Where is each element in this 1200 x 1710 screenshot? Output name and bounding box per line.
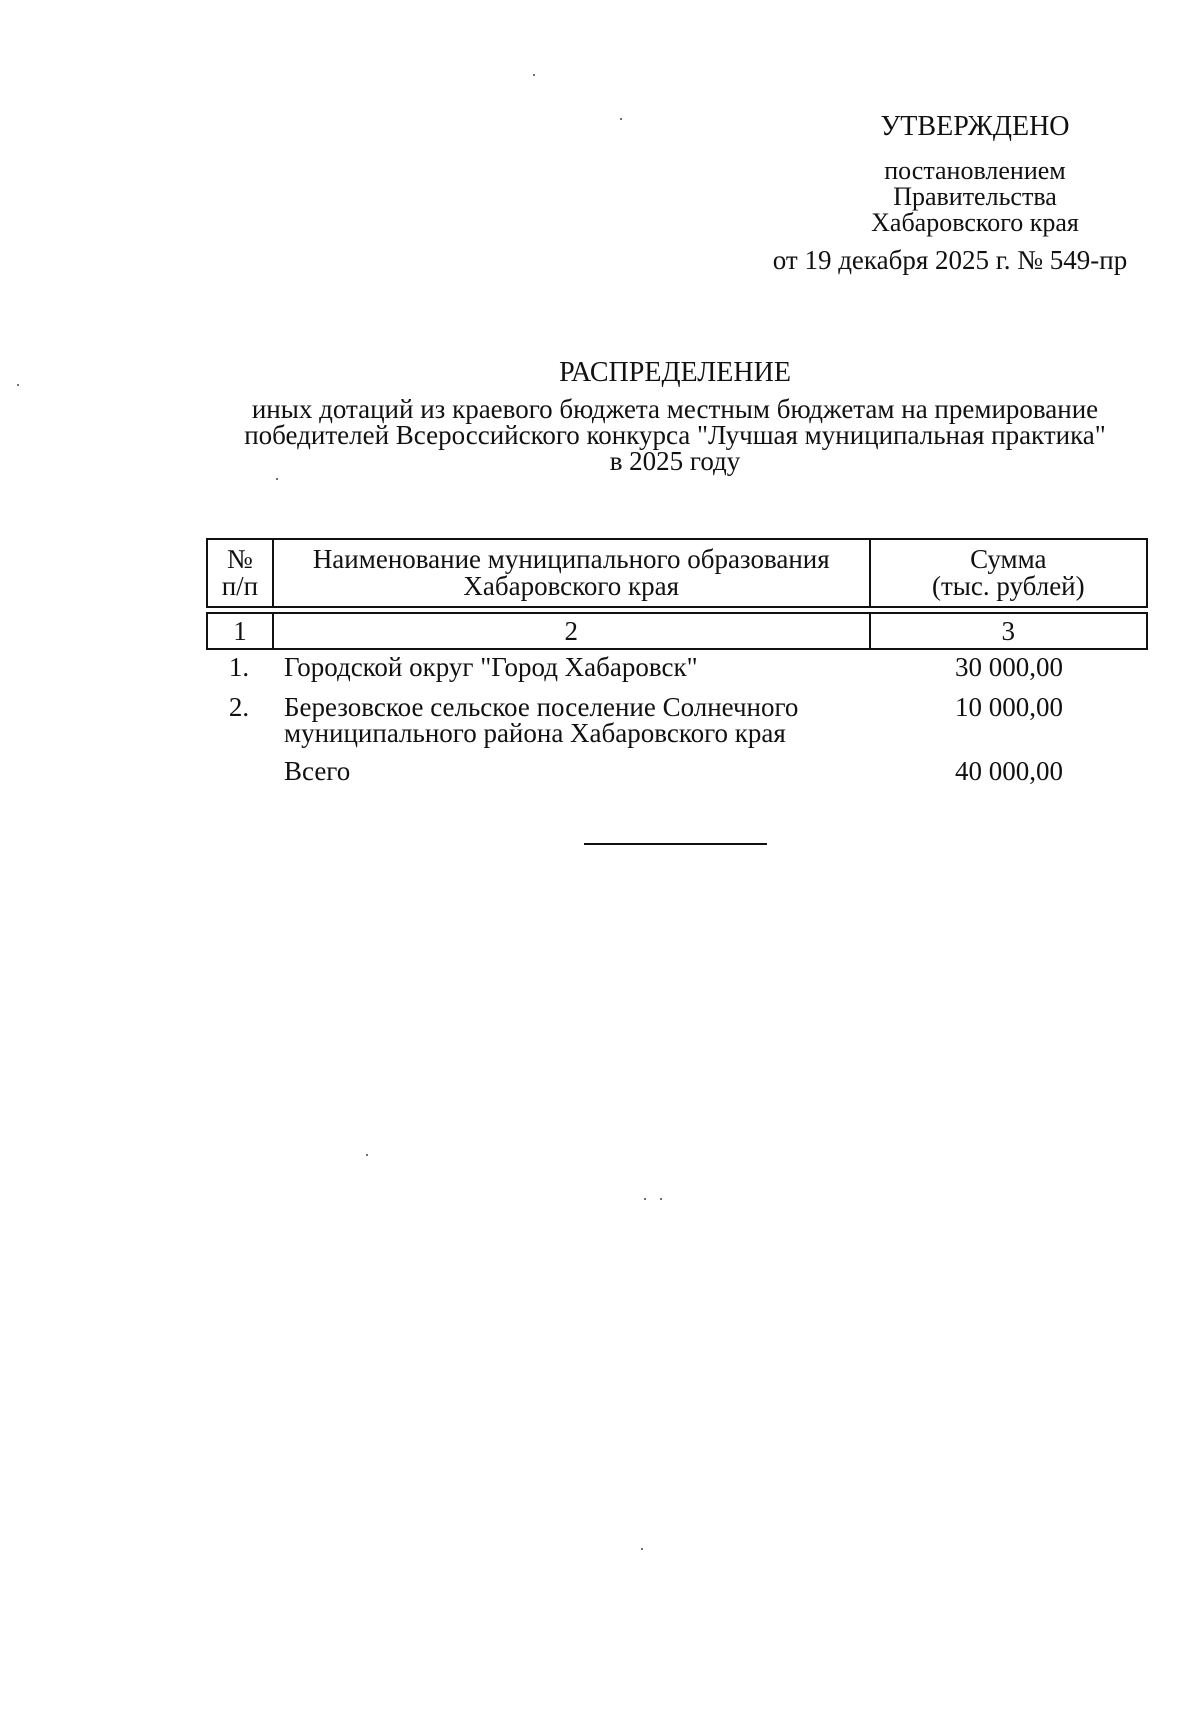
end-of-document-rule [584,843,767,845]
scan-speck [533,74,535,76]
header-sum-line-2: (тыс. рублей) [931,571,1085,601]
row-name [272,694,870,746]
table-row [206,650,1148,690]
header-cell-num [207,539,273,607]
row-name-line-1: Городской округ "Город Хабаровск" [284,652,698,682]
column-number-2: 2 [273,613,870,649]
row-sum: 10 000,00 [955,692,1063,722]
approval-line-2: Правительства [893,182,1057,211]
header-name-line-2: Хабаровского края [463,571,680,601]
table-row [206,690,1148,756]
scan-speck [17,384,19,386]
scan-speck [620,118,622,120]
document-subtitle-line-1: иных дотаций из краевого бюджета местным бюджетам на премирование [251,394,1099,424]
document-subtitle-line-2: победителей Всероссийского конкурса "Лучшая муниципальная практика" [244,420,1106,450]
approval-line-3: Хабаровского края [871,208,1079,237]
header-cell-name [273,539,870,607]
row-number: 1. [228,652,250,682]
column-number-3: 3 [870,613,1147,649]
row-name-line-1: Березовское сельское поселение Солнечного [284,692,799,722]
row-name-line-2: муниципального района Хабаровского края [284,718,786,748]
scan-speck [660,1198,662,1200]
total-label: Всего [284,756,351,786]
document-subtitle-line-3: в 2025 году [609,446,741,476]
document-title-block [160,356,1190,474]
scan-speck [641,1548,643,1550]
approval-stamp: УТВЕРЖДЕНО [880,111,1070,142]
header-num-line-2: п/п [221,571,259,601]
table-total-row [206,756,1148,794]
column-number-row [207,613,1147,649]
distribution-table-body [206,650,1148,794]
approval-date: от 19 декабря 2025 г. № 549-пр [772,245,1128,275]
scan-speck [276,478,278,480]
header-num-line-1: № [227,544,253,574]
column-number-1: 1 [207,613,273,649]
row-number: 2. [228,692,250,722]
distribution-table-header [206,538,1148,650]
header-sum-line-1: Сумма [970,544,1047,574]
row-name [272,654,870,680]
header-name-line-1: Наименование муниципального образования [312,544,830,574]
table-header-row [207,539,1147,607]
document-title: РАСПРЕДЕЛЕНИЕ [559,357,791,388]
total-sum: 40 000,00 [955,756,1063,786]
row-sum: 30 000,00 [955,652,1063,682]
approval-block [740,110,1160,276]
approval-line-1: постановлением [884,156,1066,185]
header-cell-sum [870,539,1147,607]
scan-speck [644,1198,646,1200]
scan-speck [366,1154,368,1156]
